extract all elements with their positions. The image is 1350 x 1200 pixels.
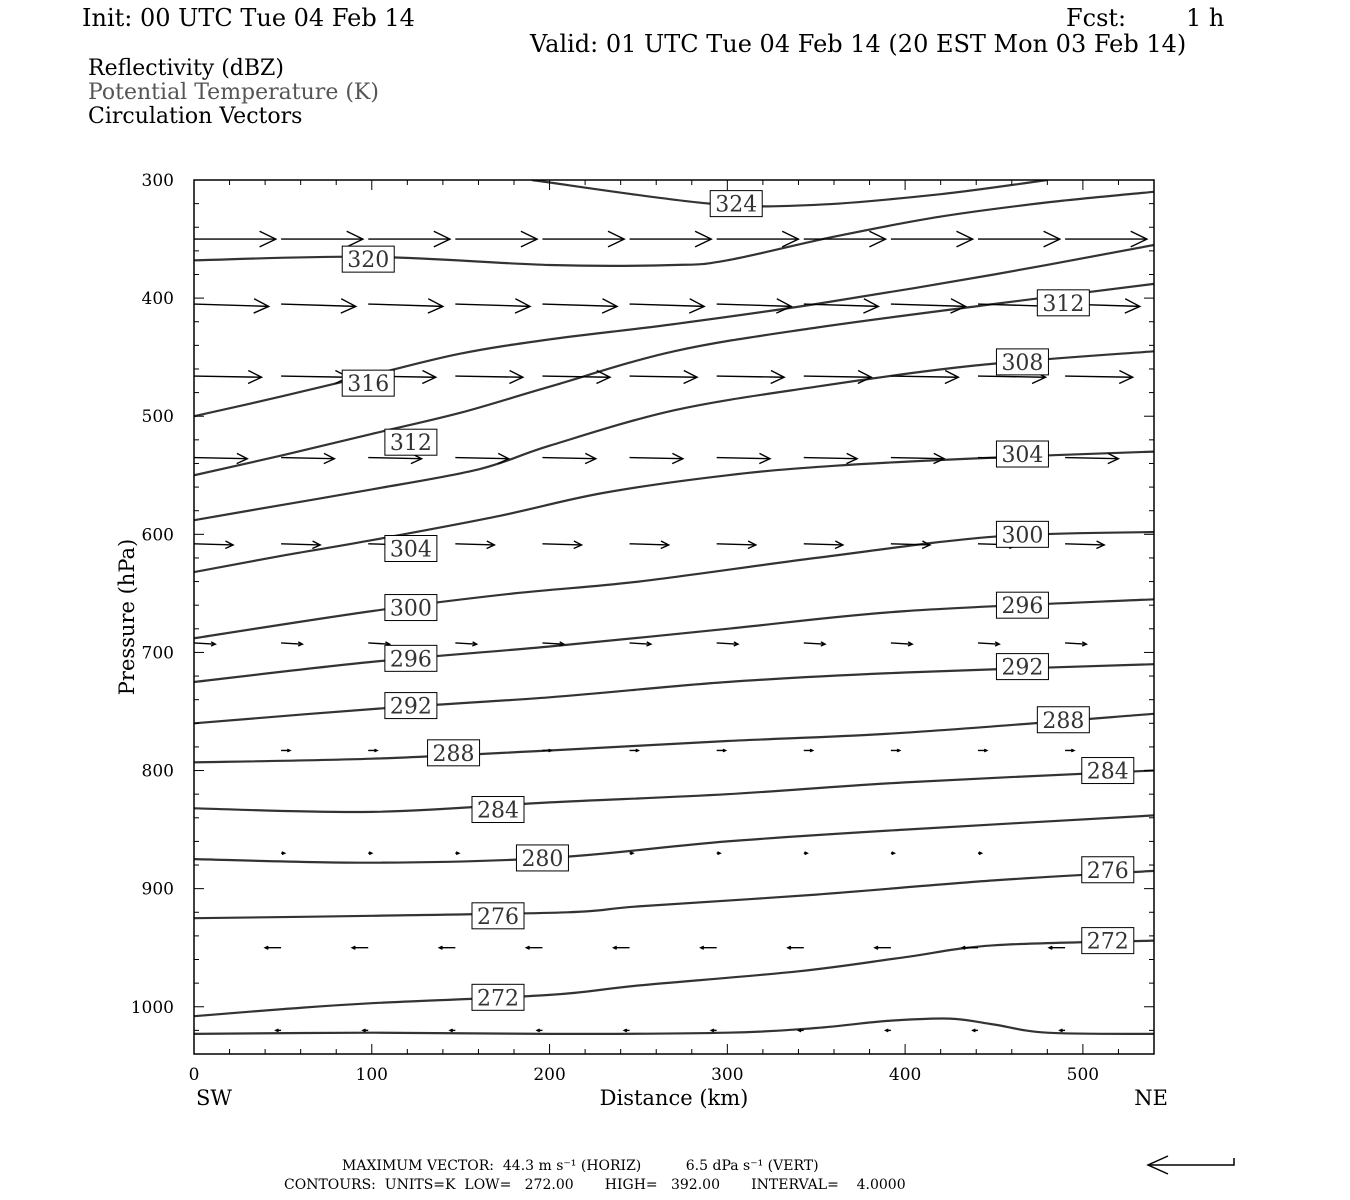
circulation-vector	[363, 1029, 368, 1032]
circulation-vector	[630, 371, 698, 384]
isentrope-label: 280	[521, 846, 564, 872]
circulation-vector	[455, 299, 530, 313]
circulation-vector	[978, 852, 982, 855]
isentrope-label: 292	[1001, 655, 1044, 681]
isentrope-276	[194, 871, 1154, 918]
circulation-vector	[630, 453, 683, 463]
circulation-vector	[455, 371, 523, 384]
isentrope-label: 284	[477, 798, 519, 824]
isentrope-316	[194, 245, 1154, 416]
y-tick-label: 700	[141, 643, 174, 664]
circulation-vector	[194, 541, 233, 549]
circulation-vector	[194, 231, 276, 247]
circulation-vector	[614, 946, 630, 949]
isentrope-label: 276	[477, 904, 519, 930]
circulation-vector	[281, 749, 290, 752]
circulation-vector	[624, 1029, 629, 1032]
circulation-vector	[891, 852, 895, 855]
contour-info: CONTOURS: UNITS=K LOW= 272.00 HIGH= 392.00 INTERVAL= 4.0000	[284, 1177, 906, 1193]
max-vector-note: MAXIMUM VECTOR: 44.3 m s⁻¹ (HORIZ) 6.5 dPa s⁻¹ (VERT)	[342, 1158, 819, 1174]
circulation-vector	[804, 852, 808, 855]
circulation-vector	[630, 541, 669, 549]
circulation-vector	[717, 453, 770, 463]
circulation-vector	[804, 749, 813, 752]
circulation-vector	[542, 299, 617, 313]
circulation-vector	[804, 642, 825, 646]
isentrope-label: 272	[1086, 929, 1129, 955]
y-tick-label: 600	[141, 525, 174, 546]
circulation-vector	[281, 852, 285, 855]
circulation-vector	[455, 852, 459, 855]
circulation-vector	[804, 541, 843, 549]
y-axis-label: Pressure (hPa)	[115, 538, 139, 696]
isentrope-label: 308	[1001, 350, 1044, 376]
y-tick-label: 1000	[130, 997, 174, 1018]
forecast-hour: 1 h	[1186, 4, 1225, 32]
circulation-vector	[630, 231, 712, 247]
circulation-vector	[439, 946, 455, 949]
x-tick-label: 300	[711, 1065, 744, 1085]
circulation-vector	[717, 371, 785, 384]
circulation-vector	[265, 946, 281, 949]
isentrope-label: 288	[1042, 708, 1085, 734]
isentrope-280	[194, 815, 1154, 862]
circulation-vector	[891, 749, 900, 752]
circulation-vector	[542, 453, 595, 463]
legend-reflectivity: Reflectivity (dBZ)	[88, 56, 284, 81]
circulation-vector	[804, 371, 872, 384]
isentrope-label: 284	[1086, 759, 1129, 785]
circulation-vector	[1065, 231, 1147, 247]
legend-circulation-vectors: Circulation Vectors	[88, 104, 303, 129]
circulation-vector	[537, 1029, 542, 1032]
circulation-vector	[701, 946, 717, 949]
circulation-vector	[717, 299, 792, 313]
circulation-vector	[717, 642, 738, 646]
circulation-vector	[630, 299, 705, 313]
circulation-vector	[978, 642, 999, 646]
circulation-vector	[1049, 946, 1065, 949]
circulation-vector	[542, 231, 624, 247]
circulation-vector	[281, 371, 349, 384]
circulation-vector	[1065, 541, 1104, 549]
isentrope-label: 300	[1001, 523, 1044, 549]
x-axis-label: Distance (km)	[599, 1086, 749, 1110]
isentrope-label: 288	[432, 741, 475, 767]
isentrope-label: 324	[715, 192, 758, 218]
x-axis-right-end-label: NE	[1134, 1086, 1168, 1110]
circulation-vector	[804, 453, 857, 463]
circulation-vector	[194, 299, 269, 313]
circulation-vector	[526, 946, 542, 949]
circulation-vector	[1065, 642, 1086, 646]
isentrope-label: 300	[389, 596, 432, 622]
circulation-vector	[194, 642, 215, 646]
circulation-vector	[281, 299, 356, 313]
circulation-vector	[978, 231, 1060, 247]
circulation-vector	[281, 231, 363, 247]
isentrope-label: 312	[1042, 291, 1085, 317]
circulation-vector	[281, 541, 320, 549]
circulation-vector	[281, 642, 302, 646]
valid-time: Valid: 01 UTC Tue 04 Feb 14 (20 EST Mon 03 Feb 14)	[530, 30, 1187, 58]
reference-vector-icon	[1142, 1153, 1242, 1177]
circulation-vector	[717, 852, 721, 855]
isentrope-label: 304	[1001, 443, 1044, 469]
circulation-vector	[368, 299, 443, 313]
isentrope-base	[194, 1018, 1154, 1033]
circulation-vector	[1065, 749, 1074, 752]
y-tick-label: 900	[141, 879, 174, 900]
isentrope-272	[194, 941, 1154, 1017]
circulation-vector	[630, 749, 639, 752]
circulation-vector	[194, 453, 247, 463]
isentrope-label: 272	[477, 986, 519, 1012]
circulation-vector	[368, 231, 450, 247]
circulation-vector	[788, 946, 804, 949]
circulation-vector	[455, 231, 537, 247]
isentrope-label: 320	[347, 248, 390, 274]
isentrope-304	[194, 452, 1154, 572]
circulation-vector	[352, 946, 368, 949]
isentrope-324	[532, 180, 1048, 206]
circulation-vector	[455, 541, 494, 549]
circulation-vector	[973, 1029, 978, 1032]
circulation-vector	[542, 541, 581, 549]
circulation-vector	[875, 946, 891, 949]
circulation-vector	[891, 642, 912, 646]
y-tick-label: 300	[141, 171, 174, 191]
circulation-vector	[455, 453, 508, 463]
circulation-vector	[450, 1029, 455, 1032]
circulation-vector	[368, 852, 372, 855]
circulation-vector	[886, 1029, 891, 1032]
circulation-vector	[717, 231, 799, 247]
isentrope-label: 312	[389, 431, 432, 457]
circulation-vector	[368, 749, 377, 752]
x-tick-label: 500	[1066, 1065, 1100, 1085]
circulation-vector	[717, 541, 756, 549]
isentrope-label-layer	[342, 191, 1134, 1012]
isentrope-284	[194, 771, 1154, 813]
isentrope-label: 316	[347, 372, 390, 398]
forecast-label: Fcst:	[1066, 4, 1127, 32]
x-axis-left-end-label: SW	[196, 1086, 232, 1110]
y-tick-label: 400	[141, 289, 174, 310]
isentrope-label: 292	[389, 694, 432, 720]
isentrope-label: 296	[1001, 594, 1044, 620]
circulation-vector	[455, 642, 476, 646]
circulation-vector	[630, 852, 634, 855]
circulation-vector	[978, 749, 987, 752]
isentrope-label: 304	[389, 537, 432, 563]
circulation-vector	[630, 642, 651, 646]
x-tick-label: 400	[888, 1065, 922, 1085]
circulation-vector	[1060, 1029, 1065, 1032]
y-tick-label: 500	[141, 407, 174, 428]
circulation-vector	[276, 1029, 281, 1032]
isentrope-288	[194, 714, 1154, 763]
circulation-vector	[891, 299, 966, 313]
legend-potential-temperature: Potential Temperature (K)	[88, 80, 379, 105]
circulation-vector	[281, 453, 334, 463]
circulation-vector	[717, 749, 726, 752]
circulation-vector	[711, 1029, 716, 1032]
circulation-vector	[891, 231, 973, 247]
x-tick-label: 0	[188, 1065, 200, 1085]
tick-layer	[131, 171, 1154, 1085]
y-tick-label: 800	[141, 761, 174, 782]
circulation-vector	[1065, 371, 1133, 384]
circulation-vector	[194, 371, 262, 384]
isentrope-label: 296	[389, 647, 432, 673]
init-time: Init: 00 UTC Tue 04 Feb 14	[82, 4, 415, 32]
x-tick-label: 100	[355, 1065, 389, 1085]
circulation-vector	[542, 371, 610, 384]
x-tick-label: 200	[533, 1065, 566, 1085]
isentrope-label: 276	[1086, 858, 1129, 884]
isentrope-320	[194, 192, 1154, 266]
